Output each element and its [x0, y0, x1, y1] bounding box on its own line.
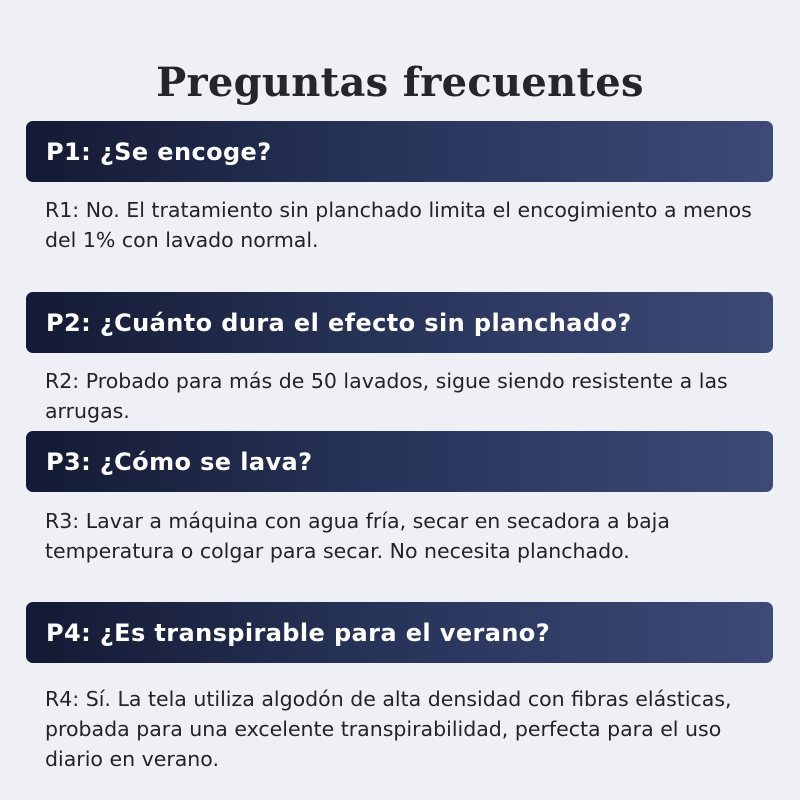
faq-question-1	[26, 121, 773, 182]
faq-answer-1: R1: No. El tratamiento sin planchado limita el encogimiento a menos del 1% con lavado normal.	[45, 198, 752, 252]
page-title: Preguntas frecuentes	[156, 58, 644, 106]
faq-answer-3: R3: Lavar a máquina con agua fría, secar en secadora a baja temperatura o colgar para secar. No necesita planchado.	[45, 509, 670, 563]
faq-question-2	[26, 292, 773, 353]
question-text: P1: ¿Se encoge?	[46, 137, 272, 166]
question-text: P4: ¿Es transpirable para el verano?	[46, 618, 551, 647]
faq-answer-2: R2: Probado para más de 50 lavados, sigue siendo resistente a las arrugas.	[45, 369, 728, 423]
faq-question-3	[26, 431, 773, 492]
question-text: P3: ¿Cómo se lava?	[46, 447, 313, 476]
faq-answer-4: R4: Sí. La tela utiliza algodón de alta densidad con fibras elásticas, probada para una excelente transpirabilidad, perfecta para el uso diario en verano.	[45, 687, 732, 771]
question-text: P2: ¿Cuánto dura el efecto sin planchado?	[46, 308, 632, 337]
faq-question-4	[26, 602, 773, 663]
